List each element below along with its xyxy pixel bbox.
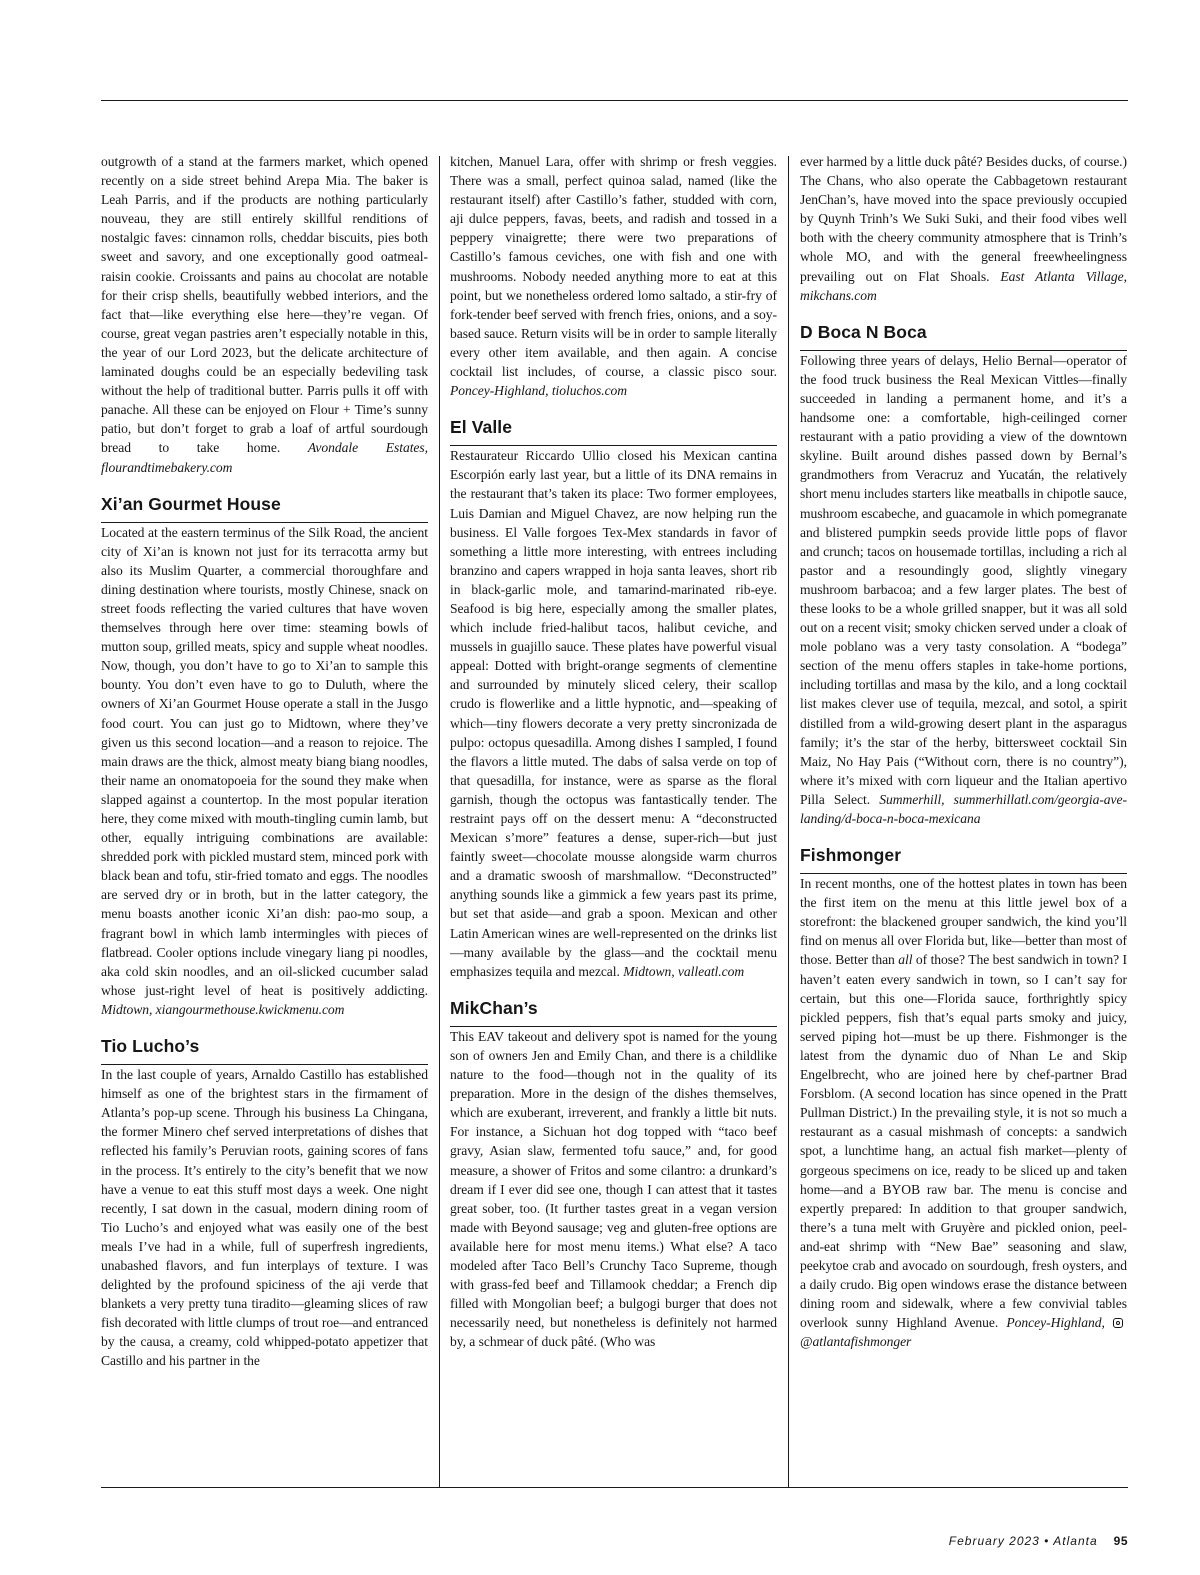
column-2: [450, 152, 777, 1484]
mikchans-continued: ever harmed by a little duck pâté? Besides ducks, of course.) The Chans, who also operate the Cabbagetown restaurant JenChan’s, have moved into the space previously occupied by Quynh Trinh’s We Suki Suki, and their food vibes well both with the cheery community atmosphere that is Trinh’s whole MO, and with the general freewheelingness prevailing out on Flat Shoals. East Atlanta Village, mikchans.com: [800, 154, 1127, 303]
heading-fishmonger: Fishmonger: [800, 844, 1127, 874]
page-footer: [949, 1534, 1128, 1548]
mikchans-paragraph: This EAV takeout and delivery spot is named for the young son of owners Jen and Emily Chan, and there is a childlike nature to the food—though not in the quality of its preparation. More in the design of the dishes themselves, which are exuberant, irreverent, and frankly a little bit nuts. For instance, a Sichuan hot dog topped with “taco beef gravy, Asian slaw, fermented tofu sauce,” and, for good measure, a shower of Fritos and some cilantro: a drunkard’s dream if I ever did see one, though I can attest that it tastes great sober, too. (It further tastes great in a vegan version made with Beyond sausage; veg and gluten-free options are available here for most menu items.) What else? A taco modeled after Taco Bell’s Crunchy Taco Supreme, though with grass-fed beef and Tillamook cheddar; a French dip filled with Mongolian beef; a bulgogi burger that does not necessarily need, but nonetheless is definitely not harmed by, a schmear of duck pâté. (Who was: [450, 1028, 777, 1350]
el-valle-location: Midtown, valleatl.com: [623, 963, 745, 979]
top-rule: [101, 100, 1128, 101]
flour-time-location: Avondale Estates, flourandtimebakery.com: [101, 440, 428, 475]
column-1: [101, 152, 428, 1484]
heading-d-boca-n-boca: D Boca N Boca: [800, 321, 1127, 351]
tio-luchos-paragraph: In the last couple of years, Arnaldo Castillo has established himself as one of the brightest stars in the firmament of Atlanta’s pop-up scene. Through his business La Chingana, the former Minero chef served interpretations of dishes that reflected his family’s Peruvian roots, gaining scores of fans in the process. It’s entirely to the city’s benefit that we now have a venue to eat this stuff most days a week. One night recently, I sat down in the casual, modern dining room of Tio Lucho’s and enjoyed what was easily one of the best meals I’ve had in a while, full of superfresh ingredients, unabashed flavors, and fun interplays of texture. I was delighted by the profound spiciness of the aji verde that blankets a very pretty tuna tiradito—gleaming slices of raw fish decorated with little clumps of trout roe—and entranced by the causa, a creamy, cold whipped-potato appetizer that Castillo and his partner in the: [101, 1067, 428, 1369]
column-divider-1: [439, 156, 440, 1487]
fishmonger-instagram-handle: @atlantafishmonger: [800, 1334, 912, 1350]
magazine-issue: February 2023 • Atlanta: [948, 1534, 1098, 1548]
xian-paragraph: Located at the eastern terminus of the Silk Road, the ancient city of Xi’an is known not just for its terracotta army but also its Muslim Quarter, a commercial thoroughfare and dining destination where tourists, mostly Chinese, snack on street foods reflecting the varied cultures that have woven themselves through here over time: steaming bowls of mutton soup, grilled meats, spicy and supple wheat noodles. Now, though, you don’t have to go to Xi’an to sample this bounty. You don’t even have to go to Duluth, where the owners of Xi’an Gourmet House operate a stall in the Jusgo food court. You can just go to Midtown, where they’ve given us this second location—and a reason to rejoice. The main draws are the thick, almost meaty biang biang noodles, their name an onomatopoeia for the sound they make when slapped against a countertop. In the most popular iteration here, they come mixed with mouth-tingling cumin lamb, but other, equally intriguing combinations are available: shredded pork with pickled mustard stem, minced pork with black bean and tofu, stir-fried tomato and eggs. The noodles are served dry or in broth, but in the latter category, the menu boasts another iconic Xi’an dish: pao-mo soup, a fragrant bowl in which lamb intermingles with pieces of flatbread. Cooler options include vinegary liang pi noodles, aka cold skin noodles, and an oil-slicked cucumber salad whose just-right level of heat is positively addicting. Midtown, xiangourmethouse.kwickmenu.com: [101, 524, 428, 1017]
instagram-icon: [1113, 1318, 1123, 1328]
bottom-rule: [101, 1487, 1128, 1488]
column-divider-2: [788, 156, 789, 1487]
heading-xian-gourmet-house: Xi’an Gourmet House: [101, 493, 428, 523]
heading-tio-luchos: Tio Lucho’s: [101, 1035, 428, 1065]
heading-el-valle: El Valle: [450, 416, 777, 446]
el-valle-paragraph: Restaurateur Riccardo Ullio closed his Mexican cantina Escorpión early last year, but a little of its DNA remains in the restaurant that’s taken its place: Two former employees, Luis Damian and Miguel Chavez, are now helping run the business. El Valle forgoes Tex-Mex standards in favor of something a little more interesting, with entrees including branzino and capers wrapped in hoja santa leaves, short rib in black-garlic mole, and tamarind-marinated rib-eye. Seafood is big here, especially among the smaller plates, which include fried-halibut tacos, halibut ceviche, and mussels in guajillo sauce. These plates have powerful visual appeal: Dotted with bright-orange segments of clementine and surrounded by minutely sliced celery, their scallop crudo is flowerlike and a little hypnotic, and—speaking of which—tiny flowers decorate a very pretty sincronizada de pulpo: octopus quesadilla. Among dishes I sampled, I found the flavors a little muted. The dabs of salsa verde on top of that quesadilla, for instance, were as sparse as the floral garnish, though the octopus was fantastically tender. The restraint pays off on the dessert menu: A “deconstructed Mexican s’more” features a dense, super-rich—but just faintly sweet—chocolate mousse alongside warm churros and a dramatic swoosh of marshmallow. “Deconstructed” anything sounds like a gimmick a few years past its prime, but set that aside—and grab a spoon. Mexican and other Latin American wines are well-represented on the drinks list—many available by the glass—and the cocktail menu emphasizes tequila and mezcal. Midtown, valleatl.com: [450, 448, 777, 979]
fishmonger-paragraph: In recent months, one of the hottest plates in town has been the first item on the menu at this little jewel box of a storefront: the blackened grouper sandwich, the kind you’ll find on menus all over Florida but, like—better than most of those. Better than all of those? The best sandwich in town? I haven’t eaten every sandwich in town, so I can’t say for certain, but this one—Florida sauce, forthrightly spicy pickled peppers, fish that’s equal parts smoky and juicy, served piping hot—must be up there. Fishmonger is the latest from the dynamic duo of Nhan Le and Skip Engelbrecht, who are joined here by chef-partner Brad Forsblom. (A second location has since opened in the Pratt Pullman District.) In the prevailing style, it is not so much a restaurant as a casual mishmash of concepts: a sandwich spot, a lunchtime hang, an actual fish market—plenty of gorgeous specimens on ice, ready to be sliced up and taken home—and a BYOB raw bar. The menu is concise and expertly prepared: In addition to that grouper sandwich, there’s a tuna melt with Gruyère and pickled onion, peel-and-eat shrimp with “New Bae” seasoning and slaw, peekytoe crab and avocado on sourdough, fresh oysters, and a daily crudo. Big open windows erase the distance between dining room and sidewalk, where a few convivial tables overlook sunny Highland Avenue. Poncey-Highland, @atlantafishmonger: [800, 876, 1127, 1350]
tio-luchos-continued: kitchen, Manuel Lara, offer with shrimp or fresh veggies. There was a small, perfect quinoa salad, named (like the restaurant itself) after Castillo’s father, studded with corn, aji dulce peppers, favas, beets, and radish and tossed in a peppery vinaigrette; there were two preparations of Castillo’s famous ceviches, one with fish and one with mushrooms. Nobody needed anything more to eat at this point, but we nonetheless ordered lomo saltado, a stir-fry of fork-tender beef served with french fries, onions, and a soy-based sauce. Return visits will be in order to sample literally every other item available, and then again. A concise cocktail list includes, of course, a classic pisco sour. Poncey-Highland, tioluchos.com: [450, 154, 777, 399]
d-boca-n-boca-paragraph: Following three years of delays, Helio Bernal—operator of the food truck business the Real Mexican Vittles—finally succeeded in landing a permanent home, and it’s a handsome one: a comfortable, high-ceilinged corner restaurant with a patio providing a view of the downtown skyline. Built around dishes passed down by Bernal’s grandmothers from Veracruz and Yucatán, the relatively short menu includes starters like meatballs in chipotle sauce, mushroom escabeche, and guacamole in which pomegranate and blistered pumpkin seeds provide little pops of flavor and crunch; tacos on housemade tortillas, including a rich al pastor and a resoundingly good, slightly vinegary mushroom barbacoa; and a few larger plates. The best of these looks to be a whole grilled snapper, but it was all sold out on a recent visit; smoky chicken served under a cloak of mole poblano was a very tasty consolation. A “bodega” section of the menu offers staples in take-home portions, including tortillas and masa by the kilo, and a long cocktail list makes clever use of tequila, mezcal, and sotol, a spirit distilled from a wild-growing desert plant in the asparagus family; it’s the star of the herby, bittersweet cocktail Sin Maiz, No Hay Pais (“Without corn, there is no country”), where it’s mixed with corn liqueur and the Italian apertivo Pilla Select. Summerhill, summerhillatl.com/georgia-ave-landing/d-boca-n-boca-mexicana: [800, 352, 1127, 826]
fishmonger-location: Poncey-Highland,: [1006, 1315, 1105, 1331]
heading-mikchans: MikChan’s: [450, 997, 777, 1027]
flour-time-paragraph: outgrowth of a stand at the farmers market, which opened recently on a side street behind Arepa Mia. The baker is Leah Parris, and if the products are nothing particularly nouveau, they are still entirely skillful renditions of nostalgic faves: cinnamon rolls, cheddar biscuits, pies both sweet and savory, and one exceptionally good oatmeal-raisin cookie. Croissants and pains au chocolat are notable for their crisp shells, beautifully webbed interiors, and the fact that—like everything else here—they’re vegan. Of course, great vegan pastries aren’t especially notable in this, the year of our Lord 2023, but the delicate architecture of laminated doughs could be an especially bedeviling task without the help of traditional butter. Parris pulls it off with panache. All these can be enjoyed on Flour + Time’s sunny patio, but don’t forget to grab a loaf of artful sourdough bread to take home. Avondale Estates, flourandtimebakery.com: [101, 154, 428, 475]
column-3: [800, 152, 1127, 1484]
xian-location: Midtown, xiangourmethouse.kwickmenu.com: [101, 1001, 345, 1017]
mikchans-location: East Atlanta Village, mikchans.com: [800, 268, 1127, 303]
tio-luchos-location: Poncey-Highland, tioluchos.com: [450, 383, 628, 399]
page-number: 95: [1113, 1534, 1128, 1548]
d-boca-n-boca-location: Summerhill, summerhillatl.com/georgia-ave-landing/d-boca-n-boca-mexicana: [800, 791, 1127, 826]
